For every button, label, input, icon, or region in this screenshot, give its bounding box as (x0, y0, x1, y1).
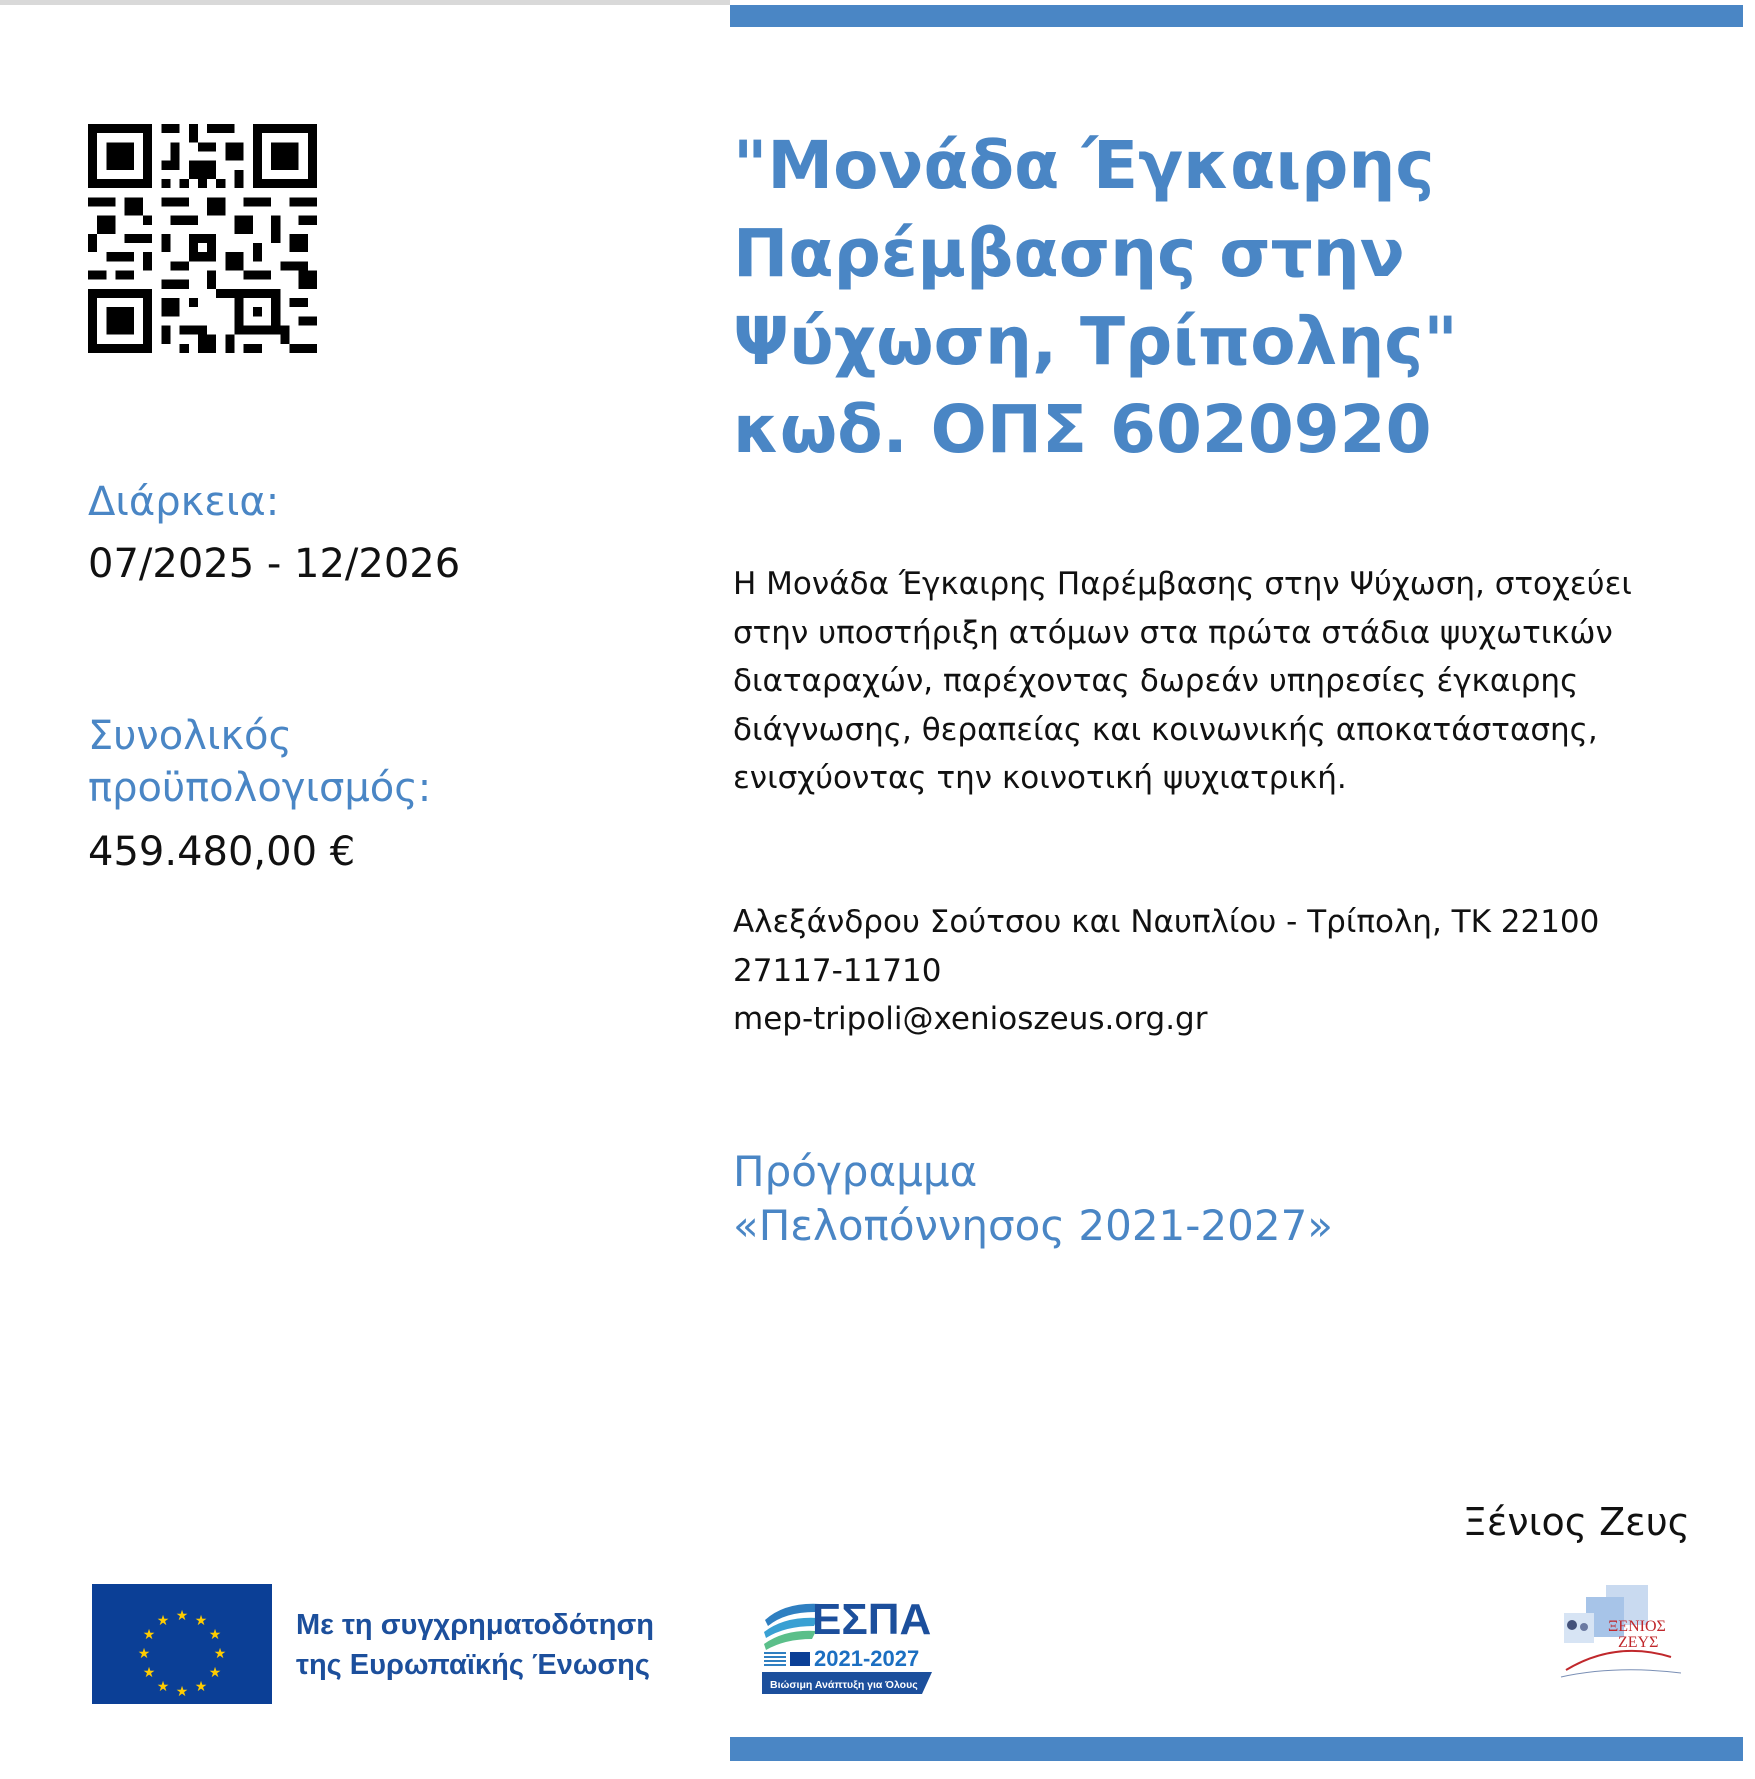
espa-title: ΕΣΠΑ (812, 1595, 932, 1644)
eu-flag-icon (92, 1584, 272, 1704)
espa-tagline: Βιώσιμη Ανάπτυξη για Όλους (770, 1679, 918, 1691)
contact-address: Αλεξάνδρου Σούτσου και Ναυπλίου - Τρίπολη, ΤΚ 22100 (733, 904, 1600, 940)
xz-logo-line2: ΖΕΥΣ (1618, 1634, 1659, 1651)
program-line: «Πελοπόννησος 2021-2027» (733, 1201, 1333, 1250)
svg-text:★: ★ (208, 1627, 222, 1643)
title-line: Παρέμβασης στην (733, 215, 1405, 292)
top-gray-line (0, 0, 730, 5)
beneficiary-name: Ξένιος Ζευς (1462, 1500, 1690, 1544)
svg-text:★: ★ (156, 1613, 170, 1629)
espa-years: 2021-2027 (814, 1646, 920, 1671)
eu-cofunding-text (296, 1605, 654, 1685)
budget-label: Συνολικός προϋπολογισμός: (88, 713, 432, 811)
svg-text:★: ★ (213, 1646, 227, 1662)
project-title (733, 122, 1633, 474)
svg-text:★: ★ (142, 1627, 156, 1643)
title-line: "Μονάδα Έγκαιρης (733, 127, 1435, 204)
program-name (733, 1145, 1533, 1253)
duration-value: 07/2025 - 12/2026 (88, 541, 461, 587)
project-description: Η Μονάδα Έγκαιρης Παρέμβασης στην Ψύχωση, στοχεύει στην υποστήριξη ατόμων στα πρώτα στάδια ψυχωτικών διαταραχών, παρέχοντας δωρεάν υπηρεσίες έγκαιρης διάγνωσης, θεραπείας και κοινωνικής αποκατάστασης, ενισχύοντας την κοινοτική ψυχιατρική. (733, 566, 1632, 796)
svg-text:★: ★ (137, 1646, 151, 1662)
espa-logo (760, 1582, 945, 1697)
top-accent-bar (730, 5, 1743, 27)
contact-block (733, 898, 1613, 1044)
svg-text:★: ★ (194, 1613, 208, 1629)
title-line: κωδ. ΟΠΣ 6020920 (733, 391, 1432, 468)
svg-text:★: ★ (156, 1679, 170, 1695)
bottom-accent-bar (730, 1737, 1743, 1761)
xz-logo-line1: ΞΕΝΙΟΣ (1608, 1618, 1666, 1635)
svg-text:★: ★ (194, 1679, 208, 1695)
duration-label: Διάρκεια: (88, 479, 280, 525)
svg-text:★: ★ (142, 1665, 156, 1681)
xenios-zeus-logo (1556, 1585, 1686, 1690)
svg-text:★: ★ (175, 1684, 189, 1700)
title-line: Ψύχωση, Τρίπολης" (733, 303, 1458, 380)
svg-text:★: ★ (208, 1665, 222, 1681)
eu-text-line: της Ευρωπαϊκής Ένωσης (296, 1649, 650, 1681)
svg-text:★: ★ (175, 1608, 189, 1624)
eu-text-line: Με τη συγχρηματοδότηση (296, 1609, 655, 1641)
contact-phone[interactable]: 27117-11710 (733, 952, 942, 989)
contact-email[interactable]: mep-tripoli@xenioszeus.org.gr (733, 1001, 1208, 1037)
budget-value: 459.480,00 € (88, 829, 356, 875)
qr-code-icon[interactable] (88, 124, 317, 353)
program-line: Πρόγραμμα (733, 1147, 978, 1196)
